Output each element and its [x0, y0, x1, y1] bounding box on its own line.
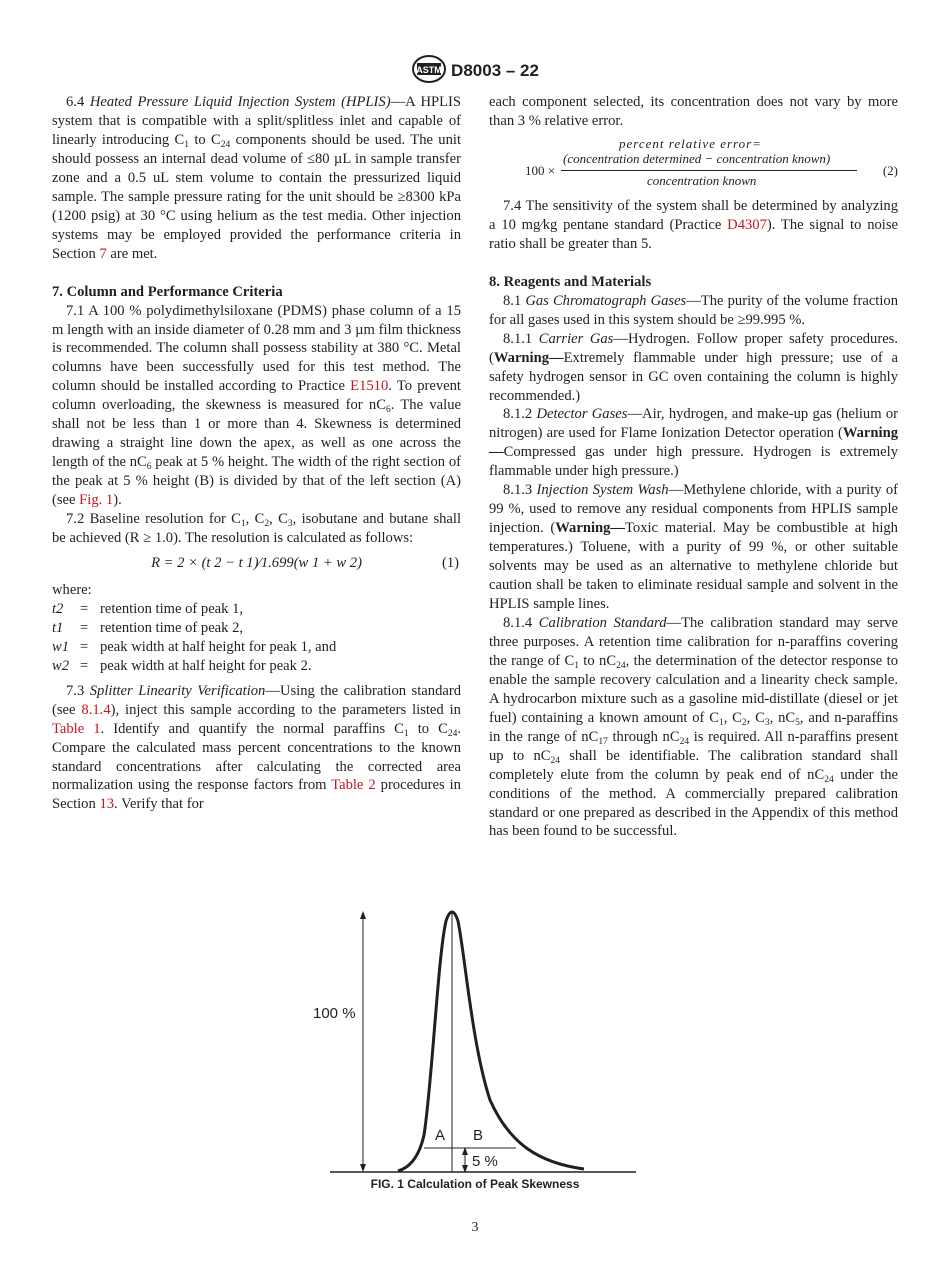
- warning-label: Warning—: [489, 425, 898, 461]
- text-run: Compressed gas under high pressure. Hydrogen is extremely flammable under high pressure.): [489, 444, 898, 480]
- text-run: , C: [269, 511, 288, 528]
- fraction-bar: [561, 170, 857, 171]
- text-run: 6.4: [66, 94, 90, 110]
- text-run: Extremely flammable under high pressure; use of a safety hydrogen sensor in GC oven containing the column is highly recommended.): [489, 349, 898, 404]
- where-row: [52, 657, 461, 676]
- equation-text: R = 2 × (t 2 − t 1)⁄1.699(w 1 + w 2): [151, 554, 362, 571]
- equals-sign: =: [80, 619, 89, 636]
- text-run: 7.3: [66, 682, 90, 699]
- peak-curve: [398, 912, 584, 1171]
- text-run: —The purity of the volume fraction for all gases used in this system should be ≥99.995 %.: [489, 292, 898, 328]
- text-run: each component selected, its concentration does not vary by more than 3 % relative error.: [489, 94, 898, 129]
- equation-denominator: concentration known: [647, 172, 757, 188]
- where-label: where:: [52, 581, 92, 598]
- text-run: 8.1.2: [503, 406, 537, 423]
- text-run: through nC: [607, 728, 680, 745]
- variable: t1: [52, 619, 64, 636]
- text-run: 7.1 A 100 % polydimethylsiloxane (PDMS) phase column of a 15 m length with an inside diameter of 0.28 mm and 3 µm film thickness is recommended. The column shall possess stability at 380 °C. Metal columns have been successfully used for this test method. The column should be installed according to Practice: [52, 302, 461, 395]
- cross-reference-link[interactable]: E1510: [350, 378, 389, 395]
- text-run: —The calibration standard may serve three purposes. A retention time calibration for n-paraffins covering the range of C: [489, 614, 898, 669]
- label-b: B: [473, 1127, 484, 1144]
- designation: D8003 – 22: [451, 60, 539, 80]
- text-run: , C: [723, 709, 742, 726]
- text-run: —Hydrogen. Follow proper safety procedures. (: [489, 330, 899, 366]
- subscript: 3: [287, 519, 293, 530]
- subscript: 24: [616, 660, 626, 671]
- text-run: . The value shall not be less than 1 or more than 4. Skewness is determined drawing a straight line down the apex, as well as one across the length of the nC: [52, 397, 461, 471]
- where-list: [52, 581, 461, 676]
- equation-factor: 100 ×: [525, 162, 556, 178]
- subscript: 24: [824, 774, 834, 785]
- definition: peak width at half height for peak 1, and: [100, 638, 337, 655]
- italic-term: Calibration Standard: [538, 614, 667, 631]
- text-run: components should be used. The unit should possess an internal dead volume of ≤80 µL in sample transfer zone and a 0.5 uL stem volume to contain the pressurized liquid sample. The sample pressure rating for the unit should be ≥8300 kPa (1200 psig) at 30 °C using helium as the test media. Other injection systems may be employed provided the performance criteria in Section: [52, 131, 462, 262]
- italic-term: Heated Pressure Liquid Injection System (HPLIS): [89, 94, 391, 110]
- text-run: —Methylene chloride, with a purity of 99 %, used to remove any residual components from HPLIS sample injection. (: [489, 482, 899, 537]
- equation-numerator: (concentration determined − concentration known): [563, 150, 831, 166]
- subscript: 2: [264, 519, 270, 530]
- text-run: peak at 5 % height. The width of the right section of the peak at 5 % height (B) is divided by that of the left section (A) (see: [52, 454, 461, 509]
- definition: peak width at half height for peak 2.: [100, 657, 312, 674]
- text-run: are met.: [106, 245, 158, 262]
- text-run: , and n-paraffins in the range of nC: [489, 709, 899, 745]
- subscript: 2: [741, 717, 747, 728]
- text-run: , the determination of the detector response to enable the sample recovery calculation and a linearity check sample. A hydrocarbon mixture such as a gasoline mid-distillate (diesel or jet fuel) containing a known amount of C: [489, 652, 898, 726]
- subscript: 1: [184, 139, 190, 150]
- equation-number: (1): [441, 554, 459, 571]
- left-column: [52, 93, 461, 814]
- equation-lhs: percent relative error=: [619, 135, 762, 151]
- text-run: Toxic material. May be combustible at high temperatures.) Toluene, with a purity of 99 %, or other suitable solvents may be used as an alternative to methylene chloride but caution shall be taken to eliminate residual sample and solvent in the HPLIS sample lines.: [489, 520, 898, 613]
- page-number: 3: [471, 1220, 479, 1235]
- subscript: 24: [447, 728, 458, 739]
- text-run: ). The signal to noise ratio shall be greater than 5.: [489, 216, 898, 252]
- text-run: —A HPLIS system that is compatible with a split/splitless inlet and capable of linearly introducing C: [52, 94, 462, 148]
- section-heading: [489, 273, 898, 292]
- equals-sign: =: [80, 657, 89, 674]
- label-a: A: [435, 1127, 446, 1144]
- variable: w1: [52, 638, 70, 655]
- equation-number: (2): [882, 162, 898, 178]
- paragraph: [489, 197, 898, 254]
- italic-term: Splitter Linearity Verification: [89, 682, 266, 699]
- section-heading: [52, 283, 461, 302]
- paragraph: [52, 682, 461, 815]
- where-row: [52, 638, 461, 657]
- italic-term: Injection System Wash: [536, 482, 669, 499]
- text-run: to C: [408, 720, 448, 737]
- paragraph: [52, 93, 461, 264]
- text-run: 8. Reagents and Materials: [489, 273, 652, 290]
- text-run: under the conditions of the method. A commercially prepared calibration standard or one prepared as described in the Appendix of this method has been found to be successful.: [489, 766, 898, 840]
- equation-1: [52, 554, 461, 573]
- italic-term: Detector Gases: [536, 406, 628, 423]
- text-run: shall be identifiable. The calibration standard shall completely elute from the column by peak end of nC: [489, 747, 898, 783]
- definition: retention time of peak 2,: [100, 619, 244, 636]
- text-run: —Using the calibration standard (see: [52, 682, 461, 718]
- paragraph: [489, 330, 898, 406]
- subscript: 6: [146, 462, 152, 473]
- text-run: 7.4 The sensitivity of the system shall be determined by analyzing a 10 mg⁄kg pentane standard (Practice: [489, 197, 898, 233]
- paragraph: [489, 93, 898, 131]
- subscript: 1: [574, 660, 579, 671]
- subscript: 1: [240, 519, 246, 530]
- text-run: —Air, hydrogen, and make-up gas (helium or nitrogen) are used for Flame Ionization Detector operation (: [489, 406, 898, 442]
- paragraph: [489, 292, 898, 330]
- equals-sign: =: [80, 600, 89, 617]
- italic-term: Gas Chromatograph Gases: [525, 292, 687, 309]
- warning-label: Warning—: [493, 349, 564, 366]
- subscript: 3: [764, 717, 770, 728]
- label-5-percent: 5 %: [472, 1153, 498, 1170]
- figure-caption: FIG. 1 Calculation of Peak Skewness: [370, 1177, 580, 1191]
- text-run: , isobutane and butane shall be achieved (R ≥ 1.0). The resolution is calculated as follows:: [52, 511, 462, 547]
- text-run: , nC: [769, 709, 796, 726]
- equals-sign: =: [80, 638, 89, 655]
- text-run: procedures in Section: [52, 777, 461, 813]
- cross-reference-link[interactable]: 13: [99, 796, 115, 813]
- paragraph: [489, 481, 898, 614]
- text-run: 8.1.3: [503, 482, 537, 499]
- paragraph: [52, 510, 461, 548]
- paragraph: [489, 614, 898, 841]
- text-run: to nC: [578, 652, 617, 669]
- text-run: , C: [245, 511, 265, 528]
- cross-reference-link[interactable]: 8.1.4: [81, 701, 111, 718]
- cross-reference-link[interactable]: Table 2: [331, 777, 376, 794]
- text-run: 7. Column and Performance Criteria: [52, 283, 283, 300]
- cross-reference-link[interactable]: 7: [99, 245, 107, 262]
- where-row: [52, 600, 461, 619]
- definition: retention time of peak 1,: [100, 600, 244, 617]
- subscript: 6: [385, 405, 391, 416]
- right-column: [489, 93, 898, 841]
- variable: w2: [52, 657, 70, 674]
- paragraph: [52, 302, 461, 510]
- cross-reference-link[interactable]: Table 1: [52, 720, 101, 737]
- text-run: . To prevent column overloading, the skewness is measured for nC: [52, 378, 461, 414]
- text-run: is required. All n-paraffins present up to nC: [489, 728, 899, 764]
- subscript: 24: [679, 736, 690, 747]
- italic-term: Carrier Gas: [538, 330, 614, 347]
- subscript: 5: [795, 717, 800, 728]
- text-run: . Compare the calculated mass percent concentrations to the known standard concentrations after calculating the corrected area normalization using the response factors from: [52, 720, 461, 794]
- subscript: 24: [220, 139, 231, 150]
- cross-reference-link[interactable]: D4307: [727, 216, 767, 233]
- text-run: . Verify that for: [114, 796, 204, 813]
- where-row: [52, 619, 461, 638]
- label-100-percent: 100 %: [313, 1005, 356, 1022]
- text-run: ).: [113, 492, 122, 509]
- svg-text:ASTM: ASTM: [416, 65, 442, 75]
- warning-label: Warning—: [555, 520, 626, 537]
- text-run: ), inject this sample according to the parameters listed in: [110, 701, 461, 718]
- equation-2: [489, 135, 898, 195]
- subscript: 1: [403, 728, 409, 739]
- paragraph: [489, 405, 898, 481]
- figure-peak-skewness: [300, 895, 650, 1180]
- page-header: [0, 54, 950, 89]
- variable: t2: [52, 600, 64, 617]
- text-run: to C: [189, 131, 221, 148]
- text-run: 8.1: [503, 292, 526, 309]
- subscript: 24: [550, 755, 560, 766]
- cross-reference-link[interactable]: Fig. 1: [79, 492, 114, 509]
- text-run: , C: [746, 709, 765, 726]
- text-run: . Identify and quantify the normal paraffins C: [100, 720, 404, 737]
- subscript: 17: [598, 736, 608, 747]
- astm-logo-icon: [411, 54, 447, 89]
- text-run: 7.2 Baseline resolution for C: [66, 511, 241, 528]
- subscript: 1: [718, 717, 724, 728]
- text-run: 8.1.4: [503, 614, 539, 631]
- text-run: 8.1.1: [503, 330, 539, 347]
